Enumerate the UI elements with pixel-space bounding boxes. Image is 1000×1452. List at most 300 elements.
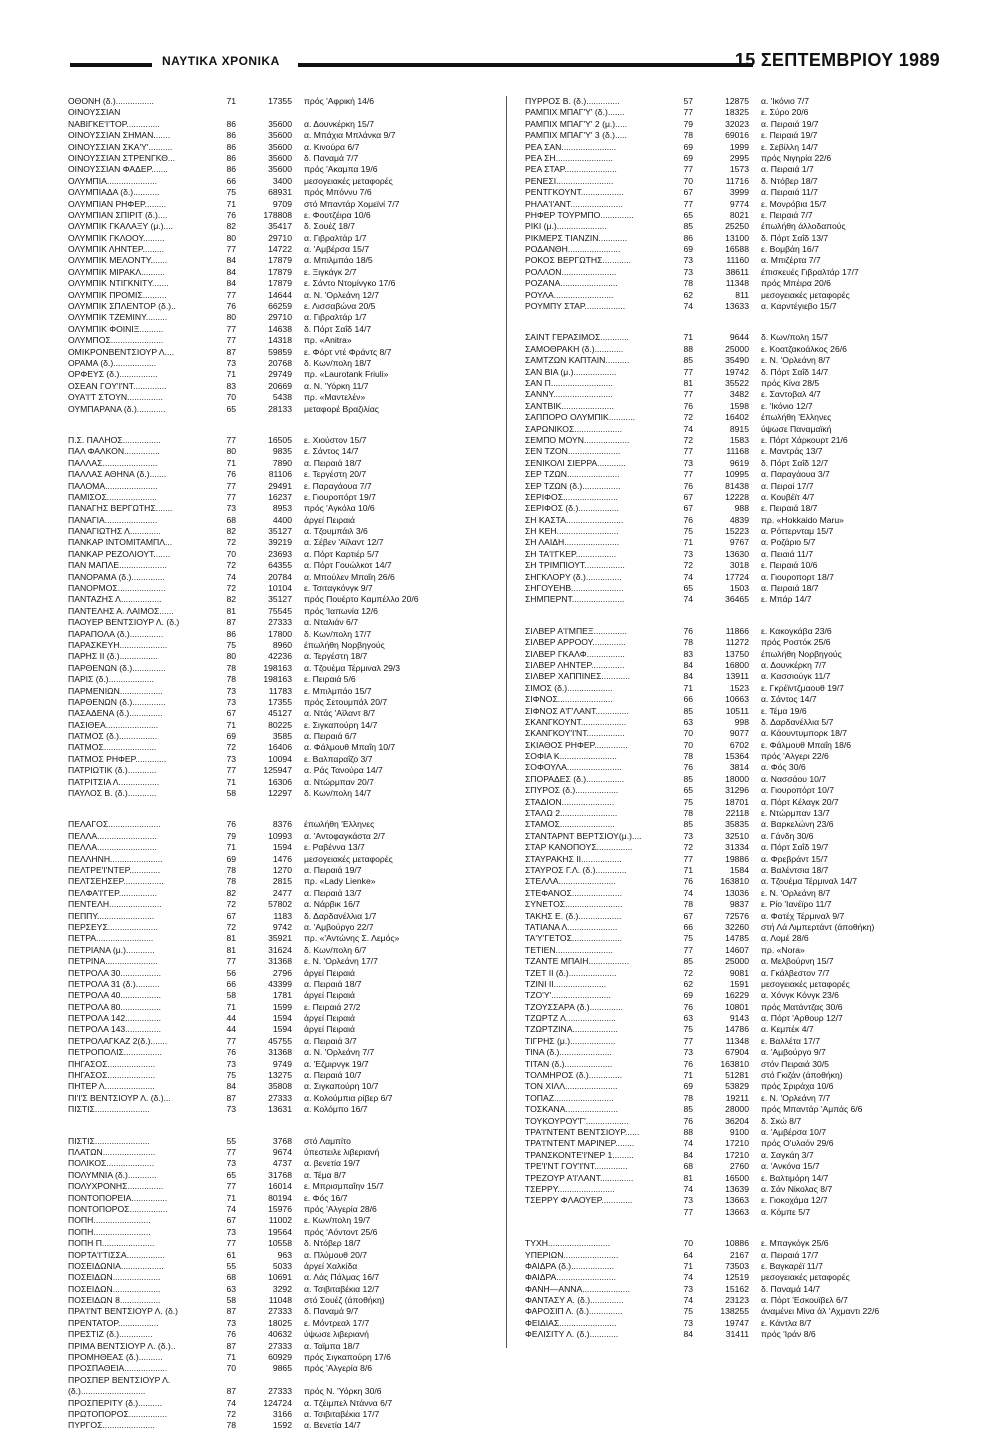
ship-tonnage: 27333 (268, 1386, 292, 1397)
ship-tonnage: 1781 (272, 990, 292, 1001)
ship-year: 73 (683, 548, 693, 559)
ship-row (525, 876, 945, 887)
ship-year: 73 (683, 457, 693, 468)
ship-year: 83 (226, 380, 236, 391)
ship-year: 69 (226, 731, 236, 742)
ship-row (525, 515, 945, 526)
ship-position: πρός Μπέιρα 20/6 (761, 278, 831, 289)
ship-name: ΠΟΛΙΚΟΣ.................... (68, 1158, 155, 1169)
ship-row (525, 717, 945, 728)
ship-row (525, 583, 945, 594)
ship-row (525, 164, 945, 175)
ship-row (68, 290, 478, 301)
ship-row (525, 922, 945, 933)
ship-position: άργεί Πειραιά (304, 514, 355, 525)
ship-position: ε. Τσιταγκόνγκ 9/7 (304, 583, 373, 594)
ship-position: α. Βαλέντσια 18/7 (761, 865, 829, 875)
ship-position: ε. Φός 16/7 (304, 1192, 348, 1203)
ship-row (525, 1138, 945, 1149)
ship-position: ε. Σιγκαπούρη 14/7 (304, 719, 378, 730)
ship-name: ΟΛΥΜΠΙΚ ΓΚΑΛΑΞΥ (μ.).... (68, 221, 174, 232)
ship-row (68, 831, 478, 842)
ship-position: ε. Σάντος 14/7 (304, 446, 359, 457)
ship-year: 77 (226, 289, 236, 300)
ship-position: α. Σέβεν 'Αϊλαντ 12/7 (304, 537, 384, 548)
ship-tonnage: 11002 (268, 1215, 292, 1226)
ship-name: ΡΟΚΟΣ ΒΕΡΓΩΤΗΣ............ (525, 255, 632, 266)
ship-row (525, 683, 945, 694)
ship-name: ΤΟΠΑΖ......................... (525, 1092, 614, 1103)
ship-row (68, 1420, 478, 1431)
ship-year: 84 (226, 255, 236, 266)
ship-year: 74 (683, 1295, 693, 1306)
ship-year: 73 (226, 1058, 236, 1069)
ship-year: 76 (226, 1047, 236, 1058)
ship-year: 55 (226, 1135, 236, 1146)
ship-row (68, 1329, 478, 1340)
ship-position: δ. Παναμά 7/7 (304, 152, 359, 163)
ship-year: 63 (683, 716, 693, 727)
ship-tonnage: 19564 (268, 1226, 292, 1237)
ship-tonnage: 11783 (268, 685, 292, 696)
ship-row (525, 1150, 945, 1161)
ship-position: δ. Κων/πολη 18/7 (304, 357, 372, 368)
ship-tonnage: 2760 (729, 1161, 749, 1172)
ship-year: 62 (683, 289, 693, 300)
ship-year: 86 (226, 130, 236, 141)
ship-position: έπωλήθη Νορβηγούς (761, 648, 842, 659)
ship-year: 85 (683, 819, 693, 830)
ship-name: ΠΟΣΕΙΔΩΝ.................... (68, 1272, 161, 1283)
ship-row (68, 312, 478, 323)
ship-position: ε. Σαντοβαλ 4/7 (761, 389, 821, 400)
ship-position: α. Γιβραλτάρ 1/7 (304, 232, 367, 243)
ship-tonnage: 35600 (268, 141, 292, 152)
ship-tonnage: 2796 (272, 967, 292, 978)
ship-year: 74 (683, 594, 693, 605)
ship-name: ΠΑΤΜΟΣ ΡΗΦΕΡ............. (68, 753, 167, 764)
ship-row (68, 446, 478, 457)
ship-year: 81 (226, 944, 236, 955)
ship-tonnage: 4400 (272, 514, 292, 525)
ship-position: ε. Γκρέϊντζμαουθ 19/7 (761, 682, 844, 693)
ship-name: ΡΟΥΜΠΥ ΣΤΑΡ................. (525, 301, 626, 312)
ship-tonnage: 31368 (268, 956, 292, 967)
ship-year: 70 (683, 1238, 693, 1249)
ship-position: πρός 'Ακαμπα 19/6 (304, 164, 378, 175)
ship-row (68, 1147, 478, 1158)
ship-position: πρ. «Lady Lienke» (304, 876, 376, 887)
ship-year: 72 (226, 560, 236, 571)
ship-row (525, 740, 945, 751)
ship-position: πρός Κίνα 28/5 (761, 377, 820, 388)
ship-tonnage: 1592 (272, 1420, 292, 1431)
ship-position: πρός Μπόννυ 7/6 (304, 187, 372, 198)
ship-tonnage: 10886 (725, 1238, 749, 1249)
ship-row (525, 1295, 945, 1306)
ship-tonnage: 57802 (268, 899, 292, 910)
ship-year: 75 (683, 933, 693, 944)
ship-year: 87 (226, 1306, 236, 1317)
ship-year: 58 (226, 788, 236, 799)
ship-name: ΠΟΝΤΟΠΟΡΟΣ................ (68, 1203, 168, 1214)
ship-position: α. Μπιλμπάο 18/5 (304, 255, 373, 266)
ship-position: α. Σαγκάη 3/7 (761, 1149, 814, 1160)
ship-name: ΠΟΠΗ Π...................... (68, 1238, 155, 1249)
ship-year: 44 (226, 1013, 236, 1024)
ship-name: ΤΟΥΚΟΥΡΟΥ'Γ'.................. (525, 1115, 629, 1126)
ship-year: 71 (683, 865, 693, 875)
ship-year: 76 (683, 400, 693, 411)
ship-name: ΣΟΦΙΑ Κ........................ (525, 751, 617, 762)
ship-position: ε. Φάλμουθ Μπαΐη 18/6 (761, 739, 852, 750)
ship-name: ΠΕΤΡΟΠΟΛΙΣ................ (68, 1047, 162, 1058)
ship-tonnage: 2815 (272, 876, 292, 887)
ship-row (68, 651, 478, 662)
ship-tonnage: 45127 (268, 708, 292, 719)
ship-year: 75 (226, 187, 236, 198)
ship-row (68, 945, 478, 956)
ship-row (68, 674, 478, 685)
ship-year: 82 (226, 526, 236, 537)
ship-year: 70 (226, 392, 236, 403)
ship-position: πρ. «Anitra» (304, 335, 352, 346)
ship-year: 71 (683, 1070, 693, 1081)
ship-year: 77 (226, 765, 236, 776)
ship-row (68, 663, 478, 674)
ship-name: ΠΟΡΤΑ'Ι'ΤΙΣΣΑ................ (68, 1249, 165, 1260)
ship-tonnage: 2995 (729, 152, 749, 163)
ship-position: α. Γιουροπορτ 18/7 (761, 571, 834, 582)
ship-row (68, 1398, 478, 1409)
ship-row (525, 1318, 945, 1329)
ship-name: ΠΗΤΕΡ Λ..................... (68, 1081, 155, 1092)
ship-position: α. 'Αμβούργο 22/7 (304, 921, 374, 932)
ship-year: 77 (226, 434, 236, 445)
ship-tonnage: 3768 (272, 1135, 292, 1146)
ship-name: ΣΤΑΡ ΚΑΝΟΠΟΥΣ............... (525, 842, 633, 853)
ship-position: πρ. «Hokkaido Maru» (761, 514, 844, 525)
ship-year: 81 (683, 377, 693, 388)
ship-row (68, 1215, 478, 1226)
ship-name: ΤΖΙΝΙ ΙΙ...................... (525, 978, 607, 989)
ship-year: 73 (226, 503, 236, 514)
ship-position: α. Κολούμπια ρίβερ 6/7 (304, 1092, 393, 1103)
ship-year: 67 (226, 1215, 236, 1226)
ship-row (525, 649, 945, 660)
ship-row (525, 1104, 945, 1115)
ship-position: α. Νταλιάν 6/7 (304, 617, 358, 628)
ship-name: ΡΟΥΛΑ......................... (525, 289, 614, 300)
ship-name: ΠΡΩΤΟΠΟΡΟΣ................ (68, 1408, 167, 1419)
ship-position: α. Πειραιά 19/7 (761, 118, 819, 129)
publication-title: ΝΑΥΤΙΚΑ ΧΡΟΝΙΚΑ (162, 54, 280, 68)
ship-name: ΠΡΟΜΗΘΕΑΣ (δ.).......... (68, 1352, 163, 1363)
ship-tonnage: 31768 (268, 1169, 292, 1180)
ship-position: α. Κινούρα 6/7 (304, 141, 360, 152)
ship-tonnage: 1183 (273, 910, 292, 921)
ship-year: 77 (683, 164, 693, 175)
ship-row (525, 378, 945, 389)
ship-position: πρός Ν. 'Υόρκη 30/6 (304, 1386, 382, 1397)
ship-position: δ. Δαρδανέλλια 5/7 (761, 716, 834, 727)
ship-name: ΤΟΛΜΗΡΟΣ (δ.).............. (525, 1070, 623, 1081)
ship-year: 74 (683, 1272, 693, 1283)
ship-tonnage: 15162 (725, 1283, 749, 1294)
ship-name: ΣΙΛΒΕΡ ΑΡΡΟΟΥ.............. (525, 637, 626, 648)
ship-position: α. Ταϊμπα 18/7 (304, 1340, 360, 1351)
ship-position: α. Πόρτ 'Εσκουϊβελ 6/7 (761, 1295, 848, 1306)
ship-name: (δ.)........................... (68, 1386, 146, 1397)
ship-row (525, 199, 945, 210)
ship-name: ΟΛΥΜΠΙΚ ΛΗΝΤΕΡ......... (68, 244, 165, 255)
issue-date: 15 ΣΕΠΤΕΜΒΡΙΟΥ 1989 (734, 50, 940, 70)
ship-row (68, 560, 478, 571)
ship-name: ΠΑΡΘΕΝΩΝ (δ.).............. (68, 662, 166, 673)
ship-tonnage: 998 (734, 716, 749, 727)
ship-position: α. Δουνκέρκη 7/7 (761, 659, 827, 670)
ship-position: α. Ν. 'Ορλεάνη 7/7 (304, 1047, 375, 1058)
ship-position: πρός 'Αλγερι 22/6 (761, 751, 829, 762)
ship-tonnage: 811 (735, 289, 749, 300)
ship-row (525, 1173, 945, 1184)
ship-position: α. βενετία 19/7 (304, 1158, 361, 1169)
ship-year: 74 (683, 1183, 693, 1194)
ship-position: πρ. «'Αντώνης Σ. Λεμός» (304, 933, 400, 944)
ship-year: 86 (683, 232, 693, 243)
ship-row (68, 1036, 478, 1047)
ship-year: 72 (683, 842, 693, 853)
ship-name: ΡΕΑ ΣΤΑΡ...................... (525, 164, 617, 175)
ship-tonnage: 10558 (268, 1238, 292, 1249)
ship-row (68, 549, 478, 560)
ship-year: 72 (226, 921, 236, 932)
ship-position: α. Ροζάριο 5/7 (761, 537, 816, 548)
ship-position: α. Σιγκαπούρη 10/7 (304, 1081, 379, 1092)
ship-name: ΠΡΟΣΠΕΡΙΤΥ (δ.).......... (68, 1397, 162, 1408)
ship-row (525, 1047, 945, 1058)
ship-year: 72 (226, 1408, 236, 1419)
ship-row (525, 1250, 945, 1261)
ship-name: ΣΕΡ ΤΖΩΝ...................... (525, 469, 620, 480)
ship-name: ΟΡΦΕΥΣ (δ.)................ (68, 369, 158, 380)
ship-position: α. Ράς Τανούρα 14/7 (304, 765, 383, 776)
ship-position: ε. Λισσαβώνα 20/5 (304, 301, 376, 312)
ship-tonnage: 23693 (268, 548, 292, 559)
ship-row (68, 187, 478, 198)
ship-position: α. Κολόμπο 16/7 (304, 1104, 368, 1115)
ship-tonnage: 27333 (268, 617, 292, 628)
ship-position: α. Πόρτ Σαΐδ 19/7 (761, 842, 829, 853)
ship-name: ΠΕΤΡΑ........................ (68, 933, 154, 944)
ship-year: 76 (226, 469, 236, 480)
ship-row (68, 911, 478, 922)
ship-name: ΣΑΡΩΝΙΚΟΣ.................... (525, 423, 623, 434)
ship-row (68, 458, 478, 469)
ship-tonnage: 35522 (725, 377, 749, 388)
ship-position: α. Πειραιά 1/7 (761, 164, 814, 175)
ship-year: 73 (683, 1195, 693, 1206)
ship-year: 65 (683, 785, 693, 796)
ship-row (68, 1341, 478, 1352)
ship-row (525, 694, 945, 705)
ship-row (525, 187, 945, 198)
ship-tonnage: 25250 (725, 221, 749, 232)
ship-name: ΣΕΜΠΟ ΜΟΥΝ................... (525, 434, 630, 445)
ship-name: ΦΑΝΗ—ΑΝΝΑ.................... (525, 1283, 630, 1294)
ship-name: ΣΥΝΕΤΟΣ........................ (525, 899, 623, 910)
ship-tonnage: 31624 (268, 944, 292, 955)
ship-tonnage: 29710 (268, 312, 292, 323)
ship-year (214, 1375, 236, 1386)
ship-tonnage: 8953 (272, 503, 292, 514)
ship-year: 73 (226, 1104, 236, 1115)
ship-tonnage: 12228 (725, 491, 749, 502)
ship-position: ε. Μαντράς 13/7 (761, 446, 823, 457)
ship-position: πρ. «Μαντελέν» (304, 392, 366, 403)
ship-name: ΣΤΑΔΙΟΝ...................... (525, 796, 615, 807)
ship-year: 73 (226, 685, 236, 696)
ship-row (68, 469, 478, 480)
ship-tonnage: 11348 (725, 278, 749, 289)
ship-row (68, 865, 478, 876)
ship-year: 76 (683, 1001, 693, 1012)
ship-name: ΣΟΦΟΥΛΑ....................... (525, 762, 622, 773)
ship-name: ΠΑΣΑΔΕΝΑ (δ.).............. (68, 708, 163, 719)
ship-name: ΡΑΜΠΙΧ ΜΠΑΓ'Υ' 2 (μ.)..... (525, 118, 628, 129)
ship-year: 78 (226, 662, 236, 673)
ship-tonnage: 9749 (272, 1058, 292, 1069)
ship-tonnage: 20784 (268, 571, 292, 582)
ship-tonnage: 19747 (725, 1317, 749, 1328)
ship-row (525, 412, 945, 423)
ship-year: 72 (226, 899, 236, 910)
ship-tonnage: 32023 (725, 118, 749, 129)
ship-tonnage: 19211 (725, 1092, 749, 1103)
ship-name: ΠΕΛΑΓΟΣ...................... (68, 819, 161, 830)
ship-row (68, 979, 478, 990)
ship-row (68, 1306, 478, 1317)
ship-position: α. Παραγάουα 3/7 (761, 469, 830, 480)
ship-tonnage: 17800 (268, 628, 292, 639)
ship-tonnage: 81106 (268, 469, 292, 480)
ship-year: 78 (683, 1092, 693, 1103)
ship-year: 77 (226, 1035, 236, 1046)
ship-position: άργεί Πειραιά (304, 967, 355, 978)
ship-position: α. Τσιβιταβέκια 12/7 (304, 1283, 380, 1294)
ship-year: 73 (683, 1047, 693, 1058)
ship-tonnage: 988 (734, 503, 749, 514)
ship-tonnage: 13100 (725, 232, 749, 243)
ship-row (525, 990, 945, 1001)
ship-position: α. Πειραιά 11/7 (761, 187, 818, 198)
ship-position: δ. Σκώ 8/7 (761, 1115, 802, 1126)
ship-position: α. Νάρβικ 16/7 (304, 899, 361, 910)
ship-name: ΣΑΝΤΒΙΚ...................... (525, 400, 614, 411)
ship-year: 85 (683, 773, 693, 784)
ship-name: ΟΛΥΜΠΙΚ ΣΠΛΕΝΤΟΡ (δ.).. (68, 301, 176, 312)
ship-position: ύπεστειλε λιβεριανή (304, 1146, 380, 1157)
ship-name: ΤΣΕΡΡΥ ΦΛΑΟΥΕΡ............. (525, 1195, 633, 1206)
ship-tonnage: 11348 (725, 1035, 749, 1046)
ship-tonnage: 16402 (725, 412, 749, 423)
ship-row (525, 968, 945, 979)
ship-name: ΠΕΛΦΑ'Ι'ΓΕΡ................ (68, 887, 157, 898)
ship-tonnage: 8376 (272, 819, 292, 830)
ship-name: ΟΥΑ'Ι'Τ ΣΤΟΥΝ............... (68, 392, 163, 403)
ship-position: α. Γάνδη 30/6 (761, 830, 814, 841)
ship-name: ΠΕΤΡΟΛΑ 40................. (68, 990, 161, 1001)
ship-tonnage: 59859 (268, 346, 292, 357)
ship-position: ε. Ν. 'Ορλεάνη 8/7 (761, 355, 831, 366)
ship-position: α. Τσιβιταβέκια 17/7 (304, 1408, 380, 1419)
ship-name: ΣΕΝΙΚΟΛΙ ΣΙΕΡΡΑ............ (525, 457, 626, 468)
ship-row (525, 344, 945, 355)
ship-row (68, 1093, 478, 1104)
ship-tonnage: 18025 (268, 1317, 292, 1328)
ship-tonnage: 2477 (272, 887, 292, 898)
ship-section (525, 626, 945, 1218)
ship-name: ΠΗΓΑΣΟΣ.................... (68, 1058, 156, 1069)
ship-tonnage: 31411 (725, 1329, 749, 1340)
ship-name: ΠΕΝΤΕΛΗ...................... (68, 899, 162, 910)
ship-name: ΠΑΥΛΟΣ Β. (δ.)............ (68, 788, 157, 799)
ship-row (525, 469, 945, 480)
ship-tonnage: 35417 (268, 221, 292, 232)
ship-position: α. Πειραιά 13/7 (304, 887, 362, 898)
ship-row (68, 1047, 478, 1058)
ship-name: ΠΑΡΑΠΟΛΑ (δ.).............. (68, 628, 164, 639)
ship-position: δ. Παναμά 14/7 (761, 1283, 821, 1294)
ship-row (68, 990, 478, 1001)
ship-year: 70 (226, 1363, 236, 1374)
ship-name: ΠΕΠΠΥ........................ (68, 910, 155, 921)
ship-name: ΟΥΜΠΑΡΑΝΑ (δ.)............ (68, 403, 166, 414)
ship-position: α. Πόρτ Κέλαγκ 20/7 (761, 796, 839, 807)
ship-row (525, 660, 945, 671)
ship-position: ε. Ν. 'Ορλεάνη 8/7 (761, 887, 831, 898)
ship-name: ΡΑΜΠΙΧ ΜΠΑΓ'Υ' (δ.)....... (525, 107, 625, 118)
ship-position: πρ. «Nora» (761, 944, 805, 955)
ship-position: α. Κάουντυμπορκ 18/7 (761, 728, 848, 739)
ship-year: 77 (226, 335, 236, 346)
ship-position: έπωλήθη άλλοδαπούς (761, 221, 846, 232)
ship-tonnage: 10511 (725, 705, 749, 716)
ship-position: πρός Ροστόκ 25/6 (761, 637, 831, 648)
ship-year: 73 (226, 1317, 236, 1328)
ship-position: α. Τέμα 8/7 (304, 1169, 346, 1180)
ship-row (68, 142, 478, 153)
ship-row (525, 290, 945, 301)
ship-year: 72 (226, 537, 236, 548)
ship-row (68, 922, 478, 933)
ship-tonnage: 73503 (725, 1260, 749, 1271)
ship-year: 58 (226, 990, 236, 1001)
ship-row (68, 854, 478, 865)
ship-position: α. Πειραιά 18/7 (304, 457, 362, 468)
ship-year: 74 (683, 423, 693, 434)
ship-name: ΠΕΤΡΟΛΑ 80................. (68, 1001, 161, 1012)
ship-tonnage: 7890 (272, 457, 292, 468)
ship-name: ΟΛΥΜΠΟΣ...................... (68, 335, 164, 346)
ship-tonnage: 16237 (268, 491, 292, 502)
ship-position: ε. Γιουροπόρτ 19/7 (304, 491, 376, 502)
ship-tonnage: 1594 (272, 842, 292, 853)
ship-tonnage: 6702 (729, 739, 749, 750)
ship-position: α. Πόρτ Καρτιέρ 5/7 (304, 548, 379, 559)
ship-tonnage: 39219 (268, 537, 292, 548)
ship-tonnage: 20768 (268, 357, 292, 368)
